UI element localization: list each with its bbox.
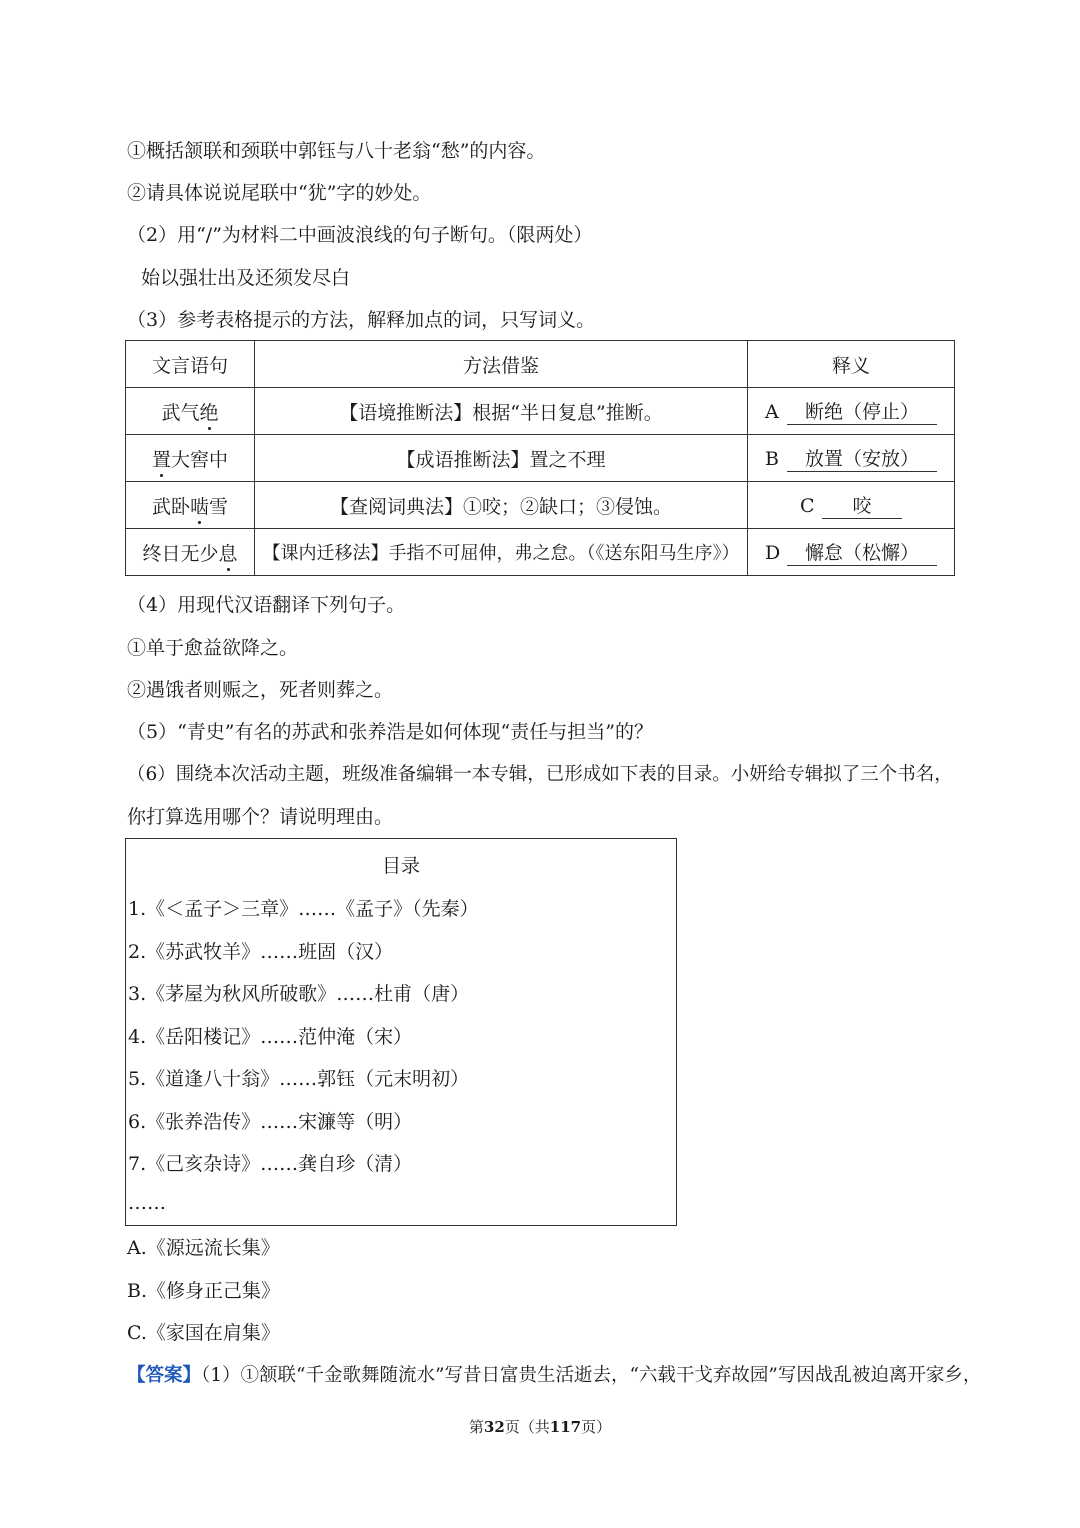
meaning-cell [748, 435, 955, 482]
table-row [126, 529, 955, 576]
question-line: （5）“青史”有名的苏武和张养浩是如何体现“责任与担当”的？ [127, 721, 653, 743]
method-cell: 【课内迁移法】手指不可屈伸，弗之怠。（《送东阳马生序》） [255, 529, 748, 576]
dotted-word: 啮 [190, 492, 209, 519]
question-line: ②请具体说说尾联中“犹”字的妙处。 [127, 182, 432, 204]
question-line: 你打算选用哪个？请说明理由。 [127, 806, 394, 828]
question-line: （4）用现代汉语翻译下列句子。 [127, 594, 406, 616]
option-b: B.《修身正己集》 [127, 1280, 281, 1302]
sentence-cell [126, 388, 255, 435]
toc-item: 2.《苏武牧羊》……班固（汉） [128, 941, 394, 963]
table-row [126, 388, 955, 435]
sentence-text: 武气 [161, 401, 200, 424]
dotted-word: 息 [219, 539, 238, 566]
table-header-cell: 文言语句 [126, 341, 255, 388]
answer-letter: D [765, 542, 781, 564]
page-number: 32 [483, 1418, 505, 1436]
method-cell: 【语境推断法】根据“半日复息”推断。 [255, 388, 748, 435]
sentence-text: 大窖中 [171, 448, 229, 471]
toc-item: 5.《道逢八十翁》……郭钰（元末明初） [128, 1068, 470, 1090]
method-cell: 【成语推断法】置之不理 [255, 435, 748, 482]
option-c: C.《家国在肩集》 [127, 1322, 280, 1344]
sentence-cell [126, 435, 255, 482]
table-of-contents [125, 838, 677, 1226]
meaning-cell [748, 529, 955, 576]
sentence-cell [126, 529, 255, 576]
meaning-answer: 咬 [822, 491, 902, 519]
toc-item: …… [128, 1192, 166, 1214]
toc-item: 6.《张养浩传》……宋濂等（明） [128, 1111, 413, 1133]
option-a: A.《源远流长集》 [127, 1237, 280, 1259]
toc-item: 3.《茅屋为秋风所破歌》……杜甫（唐） [128, 983, 470, 1005]
table-row [126, 482, 955, 529]
answer-letter: B [765, 448, 779, 470]
meaning-answer: 放置（安放） [787, 444, 937, 472]
table-row [126, 435, 955, 482]
question-line: 始以强壮出及还须发尽白 [141, 267, 351, 289]
page-total: 117 [549, 1418, 582, 1436]
footer-prefix: 第 [468, 1418, 484, 1436]
meaning-cell [748, 482, 955, 529]
toc-title: 目录 [381, 855, 420, 877]
method-table [125, 340, 955, 576]
footer-suffix: 页） [581, 1418, 612, 1436]
question-line: （3）参考表格提示的方法，解释加点的词，只写词义。 [127, 309, 596, 331]
question-line: ②遇饿者则赈之，死者则葬之。 [127, 679, 394, 701]
question-line: ①单于愈益欲降之。 [127, 637, 299, 659]
toc-item: 7.《己亥杂诗》……龚自珍（清） [128, 1153, 413, 1175]
answer-text: （1）①颔联“千金歌舞随流水”写昔日富贵生活逝去，“六载干戈弃故园”写因战乱被迫离开家乡， [201, 1365, 982, 1386]
question-line: （2）用“/”为材料二中画波浪线的句子断句。（限两处） [127, 224, 593, 246]
answer-line [127, 1364, 981, 1388]
sentence-text: 雪 [209, 495, 229, 518]
meaning-answer: 断绝（停止） [787, 397, 937, 425]
table-header-cell: 释义 [748, 341, 955, 388]
sentence-cell [126, 482, 255, 529]
question-line: ①概括颔联和颈联中郭钰与八十老翁“愁”的内容。 [127, 140, 546, 162]
sentence-text: 武卧 [151, 495, 190, 518]
answer-tag: 【答案】 [127, 1365, 202, 1386]
method-cell: 【查阅词典法】①咬；②缺口；③侵蚀。 [255, 482, 748, 529]
sentence-text: 终日无少 [142, 542, 219, 565]
page-footer [0, 1416, 1080, 1437]
footer-middle: 页（共 [504, 1418, 550, 1436]
table-header-row [126, 341, 955, 388]
toc-item: 4.《岳阳楼记》……范仲淹（宋） [128, 1026, 413, 1048]
question-line: （6）围绕本次活动主题，班级准备编辑一本专辑，已形成如下表的目录。小妍给专辑拟了三个书名， [127, 764, 953, 785]
answer-letter: A [765, 401, 779, 423]
dotted-word: 绝 [200, 398, 219, 425]
toc-item: 1.《＜孟子＞三章》……《孟子》（先秦） [128, 898, 479, 920]
answer-letter: C [800, 495, 815, 517]
meaning-answer: 懈怠（松懈） [787, 538, 937, 566]
dotted-word: 置 [152, 445, 171, 472]
meaning-cell [748, 388, 955, 435]
table-header-cell: 方法借鉴 [255, 341, 748, 388]
